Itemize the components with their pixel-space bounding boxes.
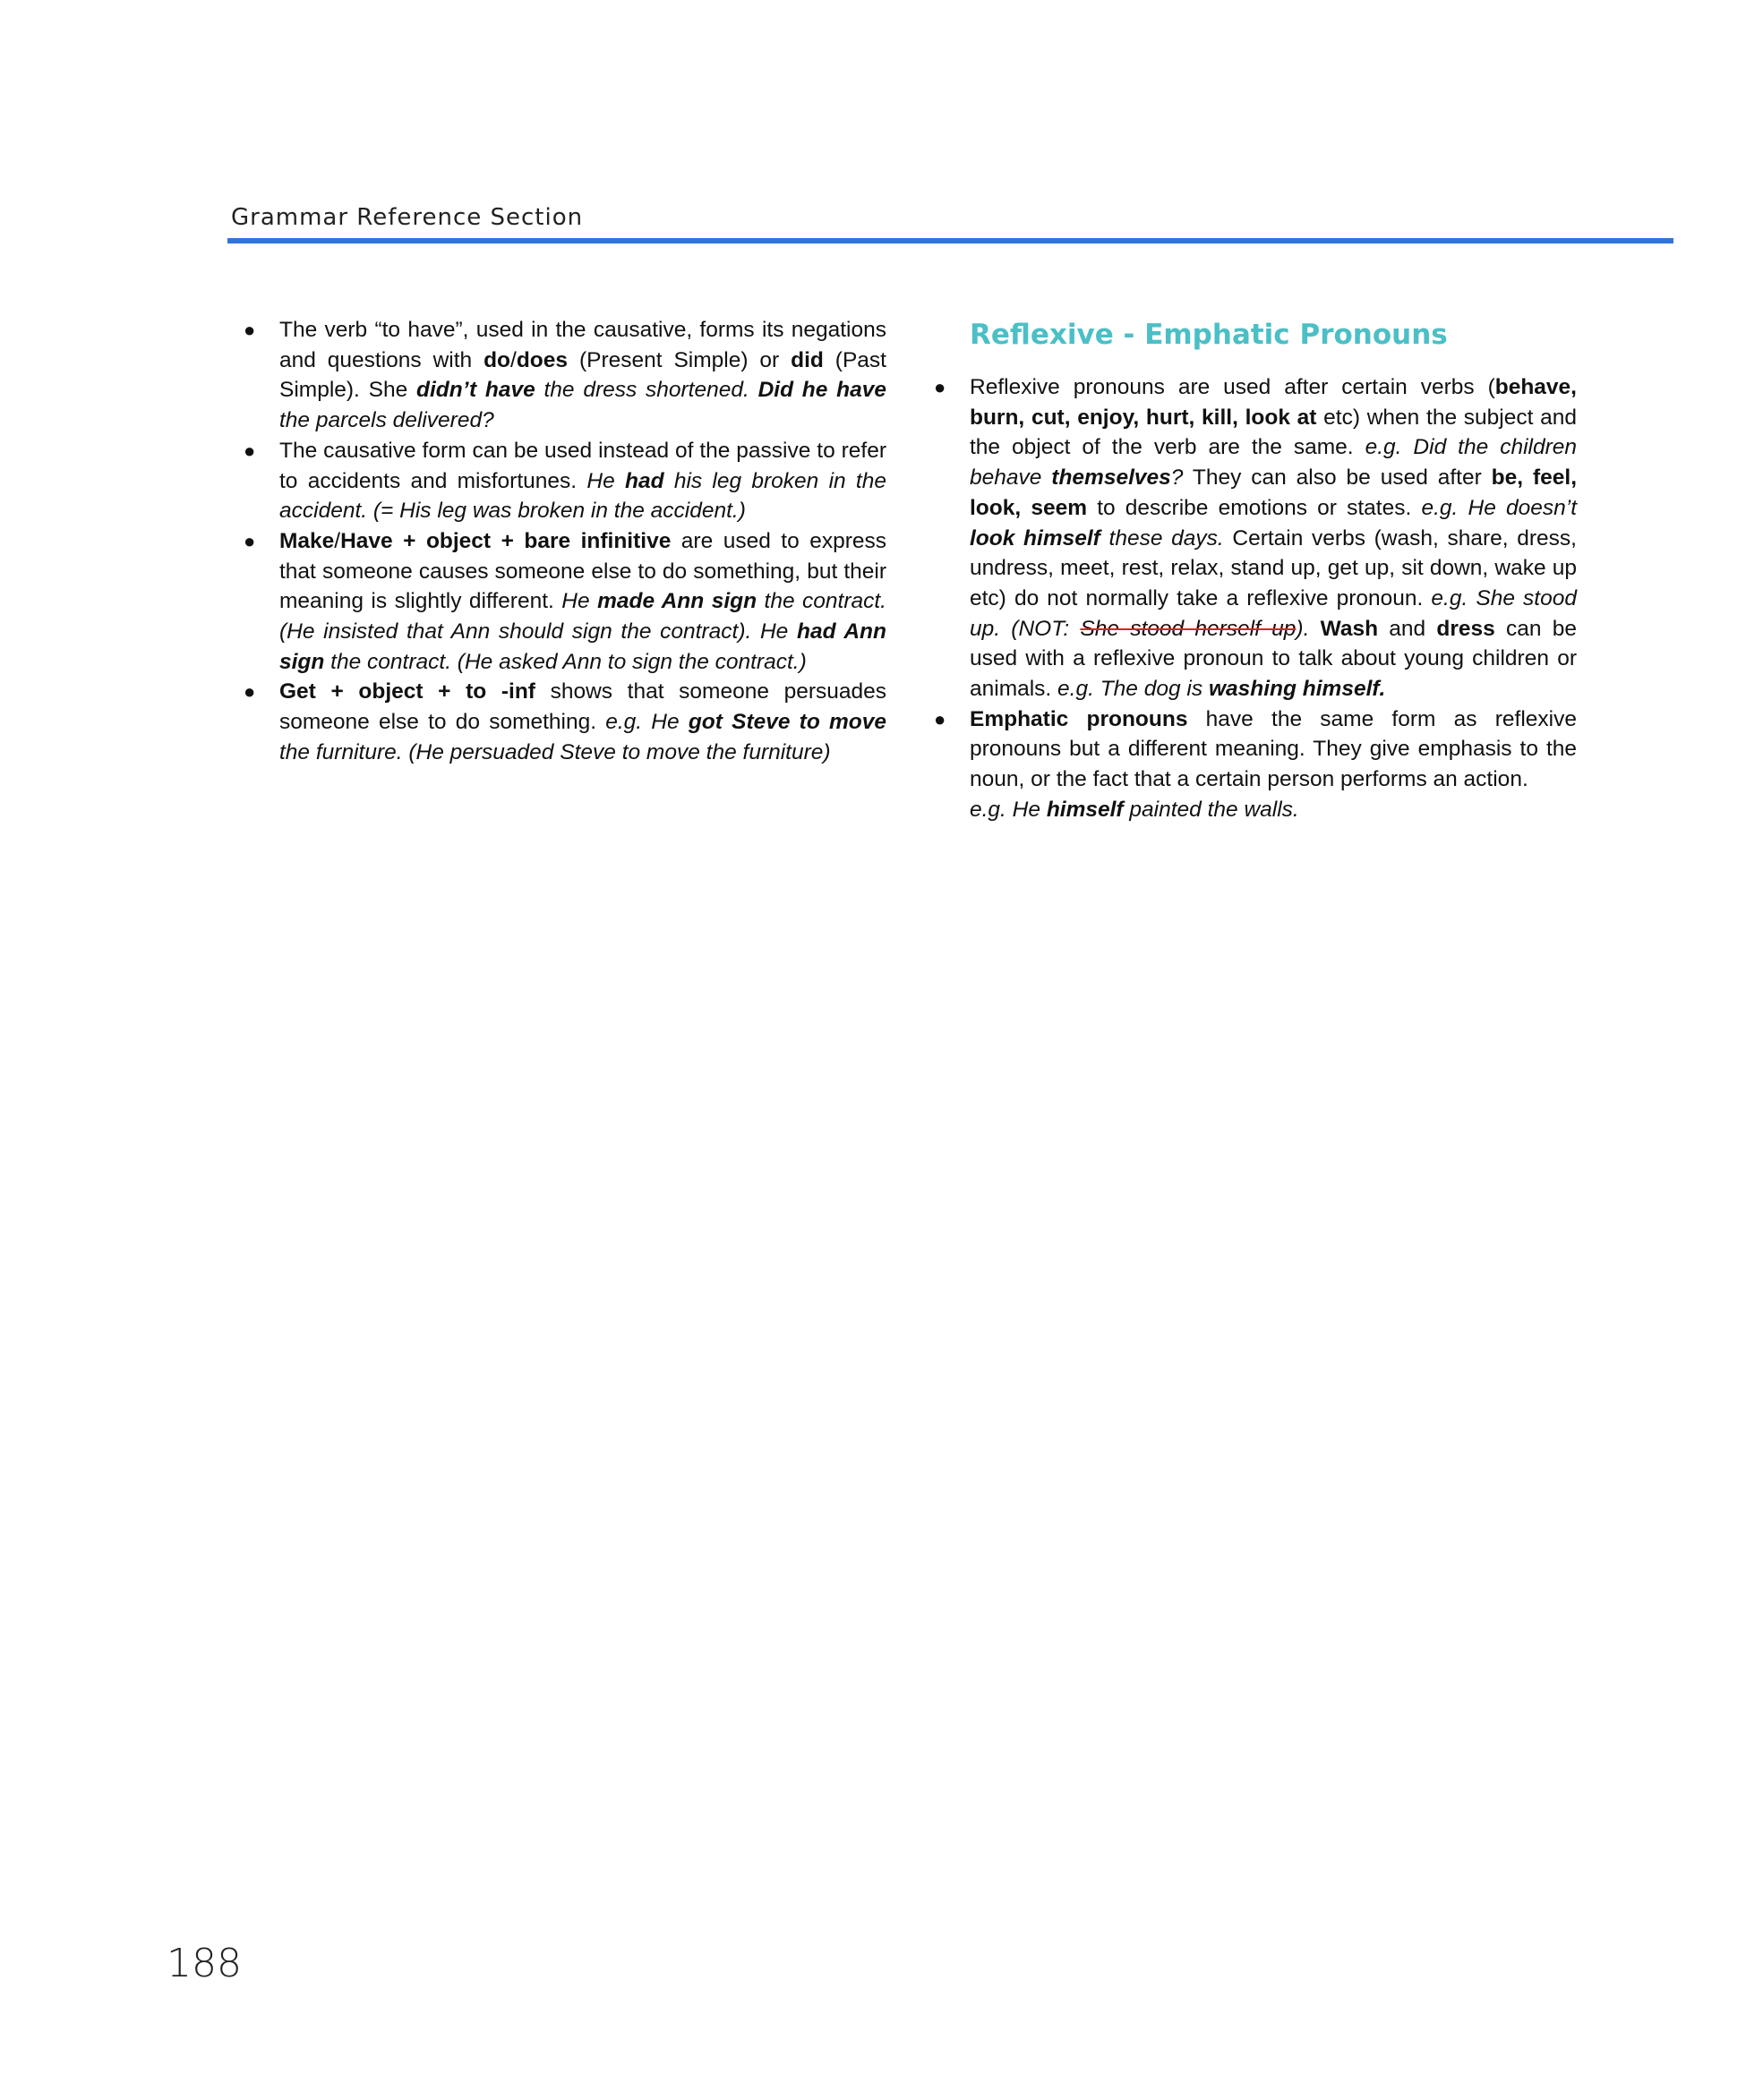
list-item: [244, 436, 886, 526]
emphasis-text: had: [624, 468, 664, 493]
emphasis-text: Make: [279, 528, 335, 553]
body-text: have the same form as reflexive pronouns but a different meaning. They give emphasis to the noun, or the fact that a certain person performs an action.: [970, 706, 1577, 792]
emphasis-text: [689, 710, 886, 734]
emphasis-text: the contract. (He asked Ann to sign the contract.): [324, 649, 807, 674]
emphasis-text: did: [791, 347, 824, 372]
emphasis-text: look himself: [970, 525, 1100, 551]
emphasis-text: didn’t have: [416, 378, 535, 403]
body-text: They can also be used after: [1183, 465, 1492, 491]
page-number: 188: [167, 1941, 242, 1986]
emphasis-text: himself: [1046, 797, 1124, 822]
emphasis-text: [1047, 798, 1124, 822]
emphasis-text: be, feel, look, seem: [970, 465, 1578, 520]
bullet-icon: ●: [934, 707, 946, 730]
emphasis-text: the parcels delivered?: [279, 408, 494, 433]
emphasis-text: painted the walls.: [1123, 797, 1299, 822]
body-text: The causative form can be used instead of the passive to refer to accidents and misfortunes.: [279, 438, 886, 493]
bullet-icon: ●: [244, 680, 256, 704]
emphasis-text: do: [484, 347, 511, 372]
emphasis-text: the furniture. (He persuaded Steve to move the furniture): [279, 739, 831, 764]
body-text: to describe emotions or states.: [1087, 495, 1422, 520]
emphasis-text: Did he have: [757, 378, 887, 403]
emphasis-text: [758, 378, 886, 402]
body-text: The verb “to have”, used in the causative, forms its negations and questions with: [279, 318, 886, 372]
body-text: etc) when the subject and the object of the verb are the same.: [970, 405, 1577, 460]
right-column: [934, 317, 1578, 825]
body-text: are used to express that someone causes someone else to do something, but their meaning is slightly different.: [279, 528, 886, 614]
emphasis-text: ?: [1170, 465, 1184, 491]
body-text: /: [334, 528, 341, 553]
header-rule: [227, 238, 1673, 243]
emphasis-text: had Ann sign: [279, 619, 886, 674]
body-text: shows that someone persuades someone else to do something.: [279, 679, 886, 735]
emphasis-text: got Steve to move: [688, 710, 886, 735]
list-item: [244, 526, 886, 678]
emphasis-text: e.g. The dog is: [1057, 677, 1209, 702]
emphasis-text: these days.: [1100, 525, 1224, 551]
emphasis-text: Wash: [1320, 616, 1379, 641]
emphasis-text: [970, 526, 1100, 551]
emphasis-text: He: [561, 589, 598, 614]
emphasis-text: Get + object + to -inf: [279, 679, 535, 704]
list-item: [244, 677, 886, 767]
emphasis-text: [1209, 677, 1385, 701]
body-text: Reflexive pronouns are used after certain verbs (: [970, 375, 1495, 399]
emphasis-text: e.g. He doesn’t: [1421, 495, 1578, 520]
emphasis-text: dress: [1436, 616, 1495, 641]
body-text: (Past Simple). She: [279, 347, 886, 403]
bullet-icon: ●: [934, 376, 946, 398]
emphasis-text: [625, 469, 664, 493]
body-text: (Present Simple) or: [568, 347, 792, 372]
section-heading: Reflexive - Emphatic Pronouns: [970, 319, 1448, 351]
left-bullet-list: [244, 315, 887, 768]
running-header: Grammar Reference Section: [231, 204, 584, 231]
body-text: can be used with a reflexive pronoun to talk about young children or animals.: [970, 616, 1577, 702]
example-sentence: [970, 795, 1577, 825]
emphasis-text: [597, 589, 757, 613]
emphasis-text: e.g. Did the children behave: [970, 435, 1578, 491]
bullet-icon: ●: [244, 439, 256, 462]
emphasis-text: themselves: [1051, 465, 1171, 491]
emphasis-text: washing himself.: [1208, 677, 1386, 702]
list-item: [244, 315, 887, 436]
emphasis-text: does: [516, 347, 569, 372]
body-text: /: [510, 347, 517, 372]
emphasis-text: the contract. (He insisted that Ann should sign the contract). He: [279, 589, 886, 645]
emphasis-text: e.g. He: [970, 797, 1047, 822]
emphasis-text: behave, burn, cut, enjoy, hurt, kill, look at: [970, 375, 1577, 430]
body-text: [1309, 617, 1320, 641]
emphasis-text: e.g. She stood up. (NOT:: [970, 585, 1577, 641]
struck-example-text: She stood herself up: [1080, 616, 1297, 641]
emphasis-text: his leg broken in the accident. (= His leg was broken in the accident.): [279, 468, 886, 524]
emphasis-text: He: [586, 468, 625, 493]
emphasis-text: Emphatic pronouns: [970, 706, 1188, 731]
emphasis-text: [416, 378, 535, 402]
emphasis-text: e.g. He: [605, 710, 689, 735]
bullet-icon: ●: [244, 319, 256, 341]
bullet-icon: ●: [244, 529, 256, 552]
emphasis-text: the dress shortened.: [535, 378, 758, 403]
emphasis-text: Have + object + bare infinitive: [340, 528, 672, 553]
emphasis-text: [1051, 465, 1170, 490]
left-column: [244, 315, 887, 768]
emphasis-text: ).: [1296, 616, 1310, 641]
right-bullet-list: [934, 372, 1578, 825]
list-item: [934, 704, 1577, 825]
body-text: Certain verbs (wash, share, dress, undress, meet, rest, relax, stand up, get up, sit down, wake up etc) do not normally take a reflexive pronoun.: [970, 525, 1577, 610]
list-item: [934, 372, 1578, 704]
body-text: and: [1378, 616, 1437, 641]
emphasis-text: made Ann sign: [597, 589, 757, 614]
